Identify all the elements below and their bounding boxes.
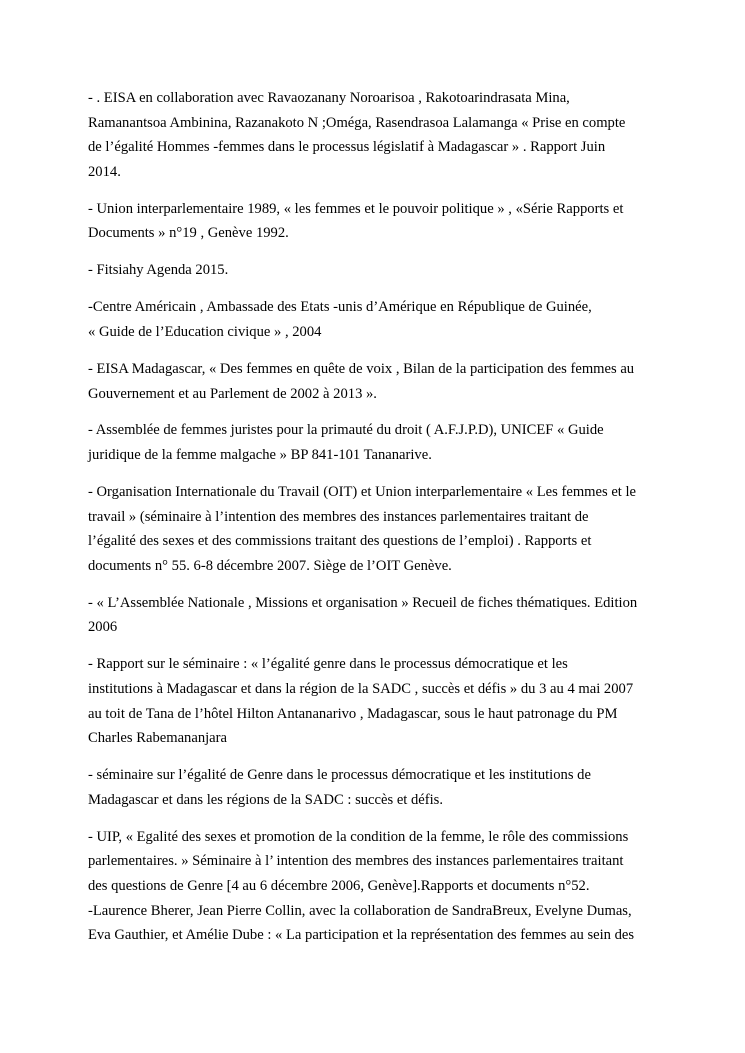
text-line: documents n° 55. 6-8 décembre 2007. Siège de l’OIT Genève. [88, 557, 452, 574]
text-line: -Laurence Bherer, Jean Pierre Collin, avec la collaboration de SandraBreux, Evelyne Dumas, [88, 902, 632, 919]
text-line: Documents » n°19 , Genève 1992. [88, 225, 289, 242]
text-line: Eva Gauthier, et Amélie Dube : « La participation et la représentation des femmes au sein des [88, 927, 635, 944]
text-line: - Fitsiahy Agenda 2015. [88, 262, 229, 279]
bibliography-entry-eisa-madagascar [88, 357, 658, 406]
text-line: de l’égalité Hommes -femmes dans le processus législatif à Madagascar » . Rapport Juin [88, 139, 606, 156]
text-line: - UIP, « Egalité des sexes et promotion de la condition de la femme, le rôle des commissions [88, 828, 629, 845]
bibliography-entry-oit [88, 480, 658, 578]
bibliography-entry-afjpd-unicef [88, 418, 658, 467]
text-line: travail » (séminaire à l’intention des membres des instances parlementaires traitant de [88, 508, 589, 525]
bibliography-entry-seminaire-genre [88, 763, 658, 812]
text-line: - Rapport sur le séminaire : « l’égalité genre dans le processus démocratique et les [88, 656, 568, 673]
text-line: l’égalité des sexes et des commissions traitant des questions de l’emploi) . Rapports et [88, 533, 592, 550]
bibliography-entry-eisa-2014 [88, 86, 658, 184]
bibliography-entry-uip [88, 825, 658, 899]
text-line: - Union interparlementaire 1989, « les femmes et le pouvoir politique » , «Série Rapports et [88, 200, 624, 217]
text-line: au toit de Tana de l’hôtel Hilton Antananarivo , Madagascar, sous le haut patronage du PM [88, 705, 618, 722]
bibliography-entry-union-interparlementaire-1989 [88, 197, 658, 246]
text-line: - Assemblée de femmes juristes pour la primauté du droit ( A.F.J.P.D), UNICEF « Guide [88, 422, 604, 439]
text-line: Charles Rabemananjara [88, 730, 227, 747]
text-line: 2006 [88, 619, 118, 636]
text-line: - . EISA en collaboration avec Ravaozanany Noroarisoa , Rakotoarindrasata Mina, [88, 90, 570, 106]
text-line: -Centre Américain , Ambassade des Etats -unis d’Amérique en République de Guinée, [88, 299, 592, 316]
text-line: 2014. [88, 163, 121, 180]
text-line: - EISA Madagascar, « Des femmes en quête de voix , Bilan de la participation des femmes au [88, 360, 635, 377]
text-line: - « L’Assemblée Nationale , Missions et organisation » Recueil de fiches thématiques. Edition [88, 594, 638, 611]
text-line: Gouvernement et au Parlement de 2002 à 2013 ». [88, 385, 377, 402]
bibliography-page [88, 86, 658, 948]
bibliography-entry-bherer-collin [88, 899, 658, 948]
bibliography-entry-centre-americain [88, 295, 658, 344]
text-line: « Guide de l’Education civique » , 2004 [88, 323, 322, 340]
text-line: Madagascar et dans les régions de la SADC : succès et défis. [88, 791, 444, 808]
text-line: juridique de la femme malgache » BP 841-101 Tananarive. [88, 447, 432, 464]
text-line: institutions à Madagascar et dans la région de la SADC , succès et défis » du 3 au 4 mai 2007 [88, 681, 634, 697]
bibliography-entry-rapport-seminaire [88, 652, 658, 750]
bibliography-entry-assemblee-nationale [88, 591, 658, 640]
text-line: - Organisation Internationale du Travail (OIT) et Union interparlementaire « Les femmes et le [88, 484, 637, 501]
text-line: - séminaire sur l’égalité de Genre dans le processus démocratique et les institutions de [88, 767, 591, 784]
text-line: Ramanantsoa Ambinina, Razanakoto N ;Oméga, Rasendrasoa Lalamanga « Prise en compte [88, 114, 626, 131]
text-line: des questions de Genre [4 au 6 décembre 2006, Genève].Rapports et documents n°52. [88, 877, 590, 894]
text-line: parlementaires. » Séminaire à l’ intention des membres des instances parlementaires traitant [88, 853, 624, 870]
bibliography-entry-fitsiahy-agenda [88, 258, 658, 283]
